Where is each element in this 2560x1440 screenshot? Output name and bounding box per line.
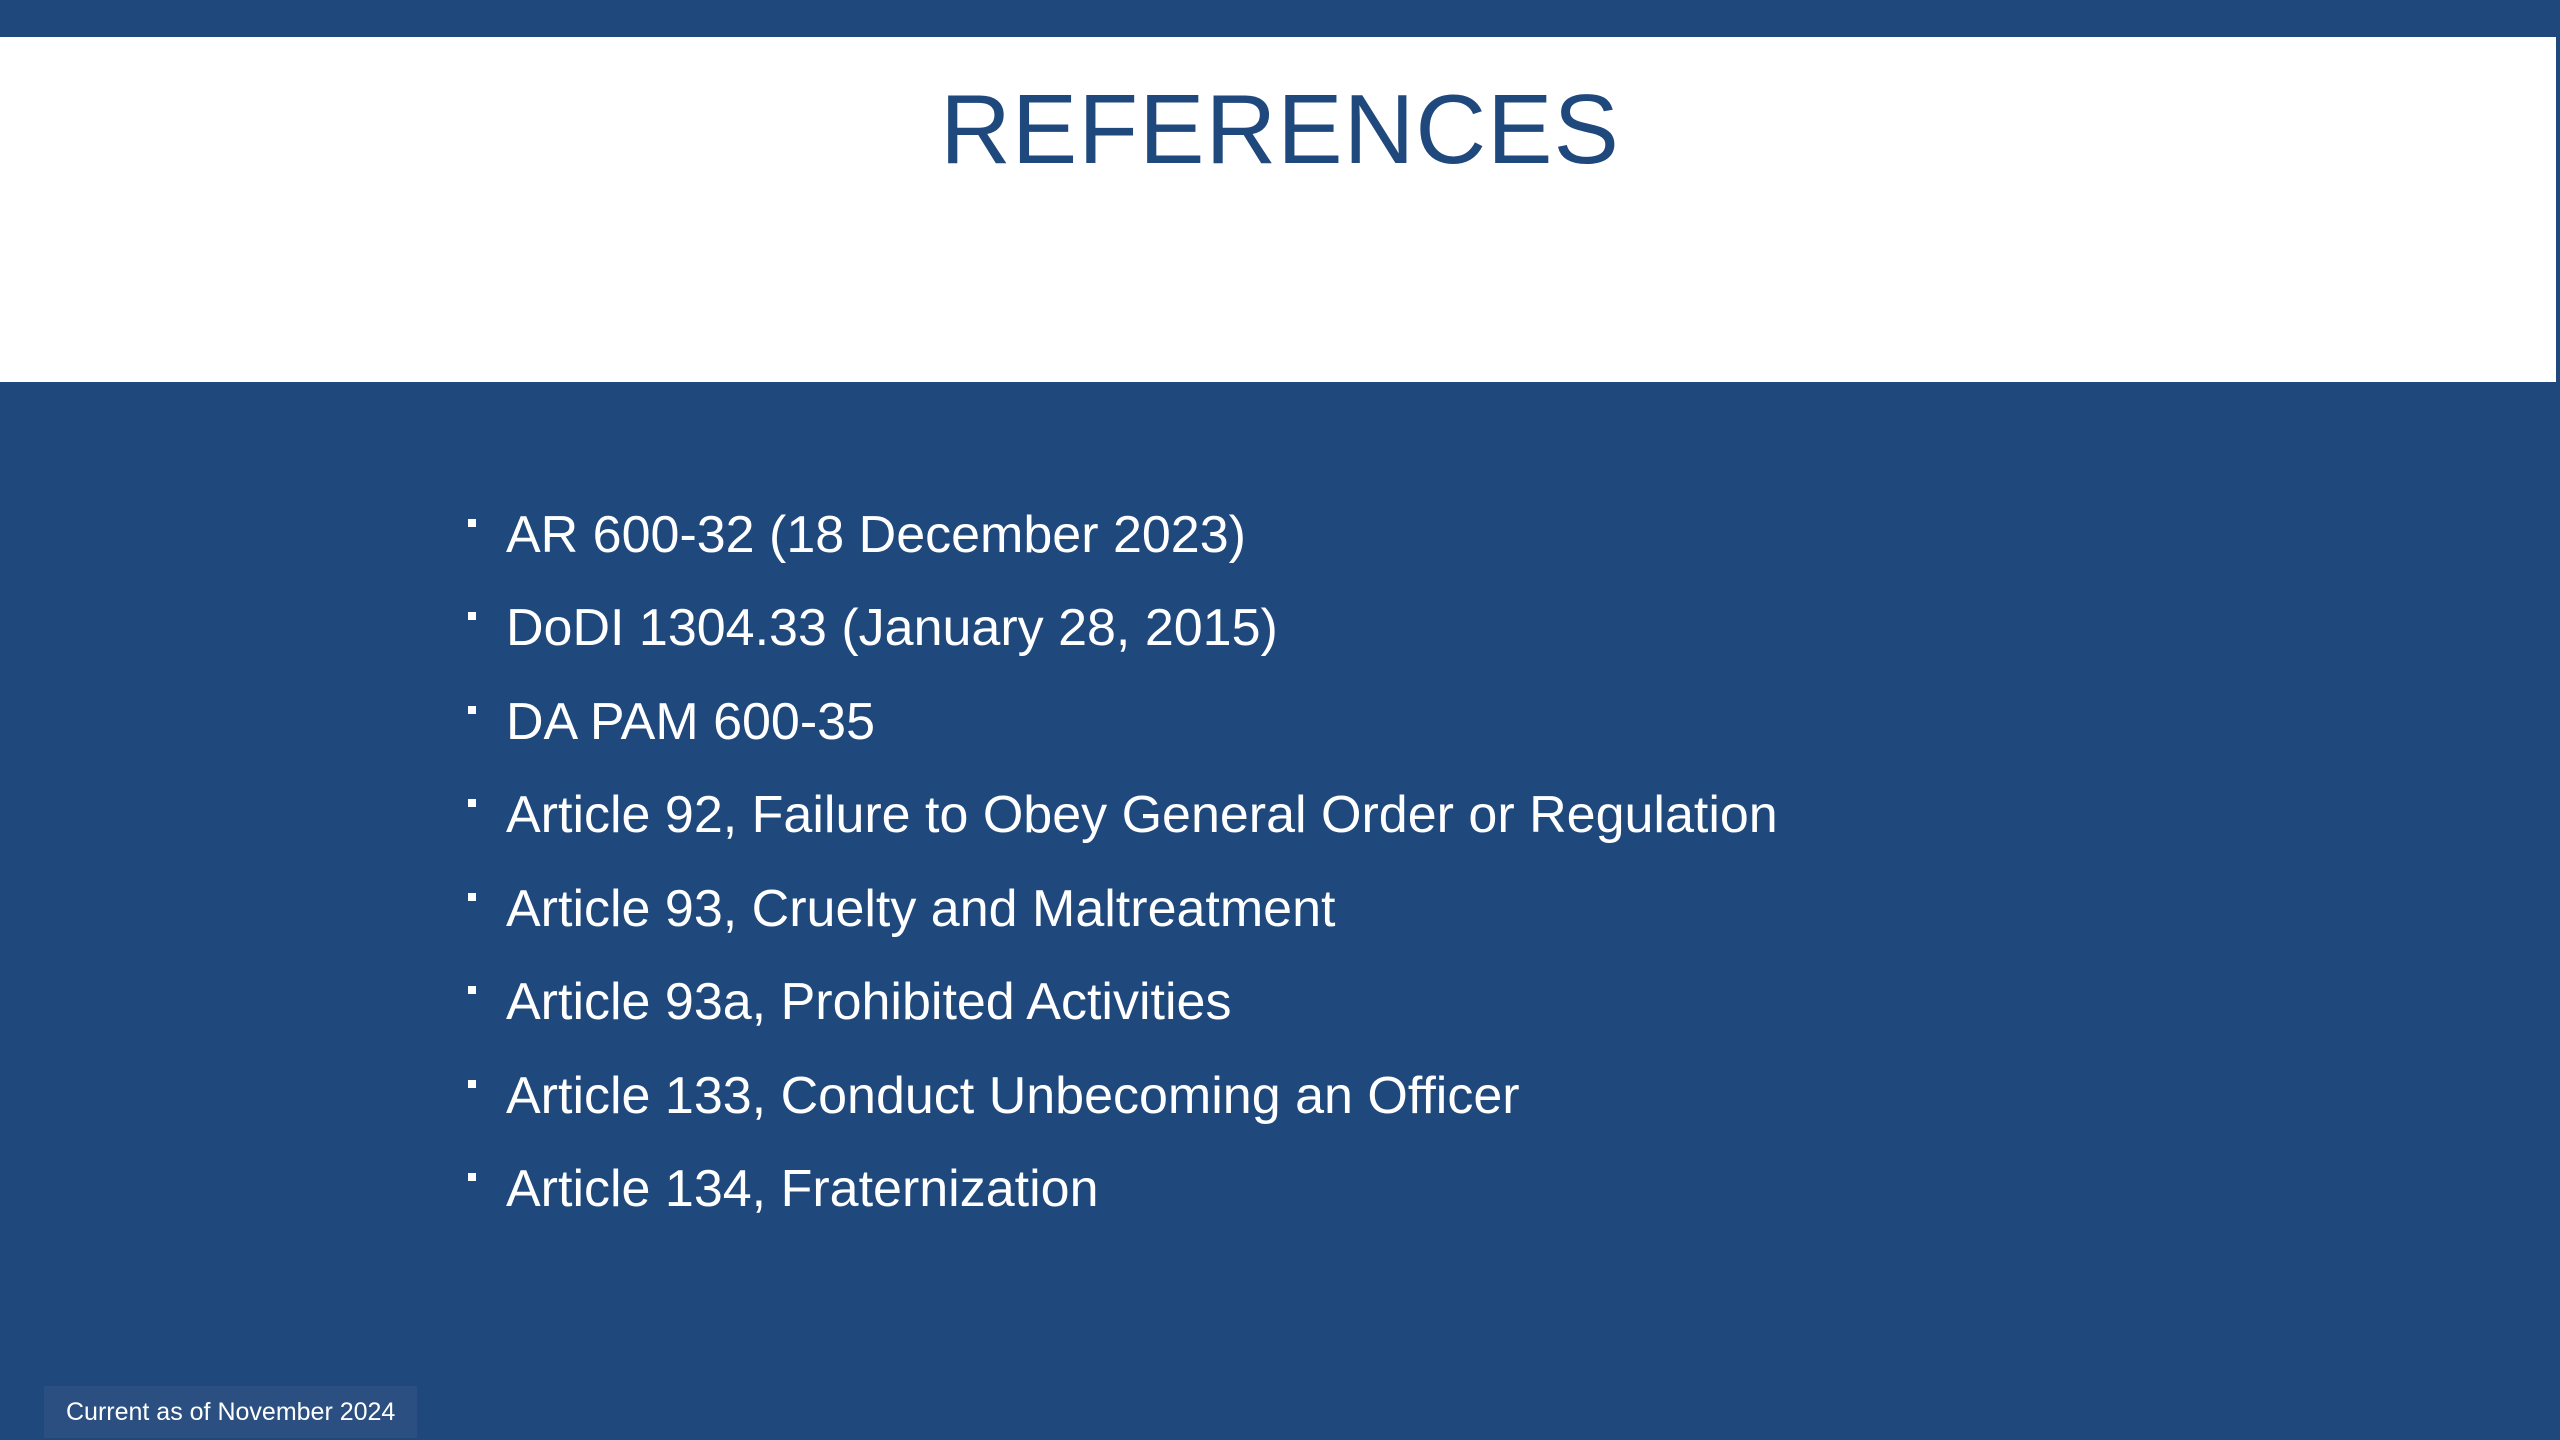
- reference-text: DoDI 1304.33 (January 28, 2015): [506, 599, 1278, 658]
- list-item: [468, 675, 1778, 769]
- reference-text: Article 134, Fraternization: [506, 1160, 1099, 1219]
- reference-text: Article 93, Cruelty and Maltreatment: [506, 879, 1336, 938]
- list-item: [468, 582, 1778, 676]
- bullet-icon: [468, 799, 476, 807]
- slide-title: REFERENCES: [940, 74, 1620, 184]
- list-item: [468, 769, 1778, 863]
- reference-text: Article 92, Failure to Obey General Order or Regulation: [506, 786, 1778, 845]
- bullet-icon: [468, 706, 476, 714]
- references-list: [468, 488, 1778, 1236]
- bullet-icon: [468, 519, 476, 527]
- list-item: [468, 862, 1778, 956]
- reference-text: DA PAM 600-35: [506, 692, 876, 751]
- bullet-icon: [468, 986, 476, 994]
- bullet-icon: [468, 1173, 476, 1181]
- reference-text: AR 600-32 (18 December 2023): [506, 505, 1246, 564]
- footer-date-label: Current as of November 2024: [44, 1386, 417, 1438]
- list-item: [468, 488, 1778, 582]
- bullet-icon: [468, 612, 476, 620]
- reference-text: Article 93a, Prohibited Activities: [506, 973, 1232, 1032]
- bullet-icon: [468, 893, 476, 901]
- list-item: [468, 1143, 1778, 1237]
- list-item: [468, 1049, 1778, 1143]
- reference-text: Article 133, Conduct Unbecoming an Officer: [506, 1066, 1520, 1125]
- top-accent-bar: [0, 0, 2560, 37]
- list-item: [468, 956, 1778, 1050]
- bullet-icon: [468, 1080, 476, 1088]
